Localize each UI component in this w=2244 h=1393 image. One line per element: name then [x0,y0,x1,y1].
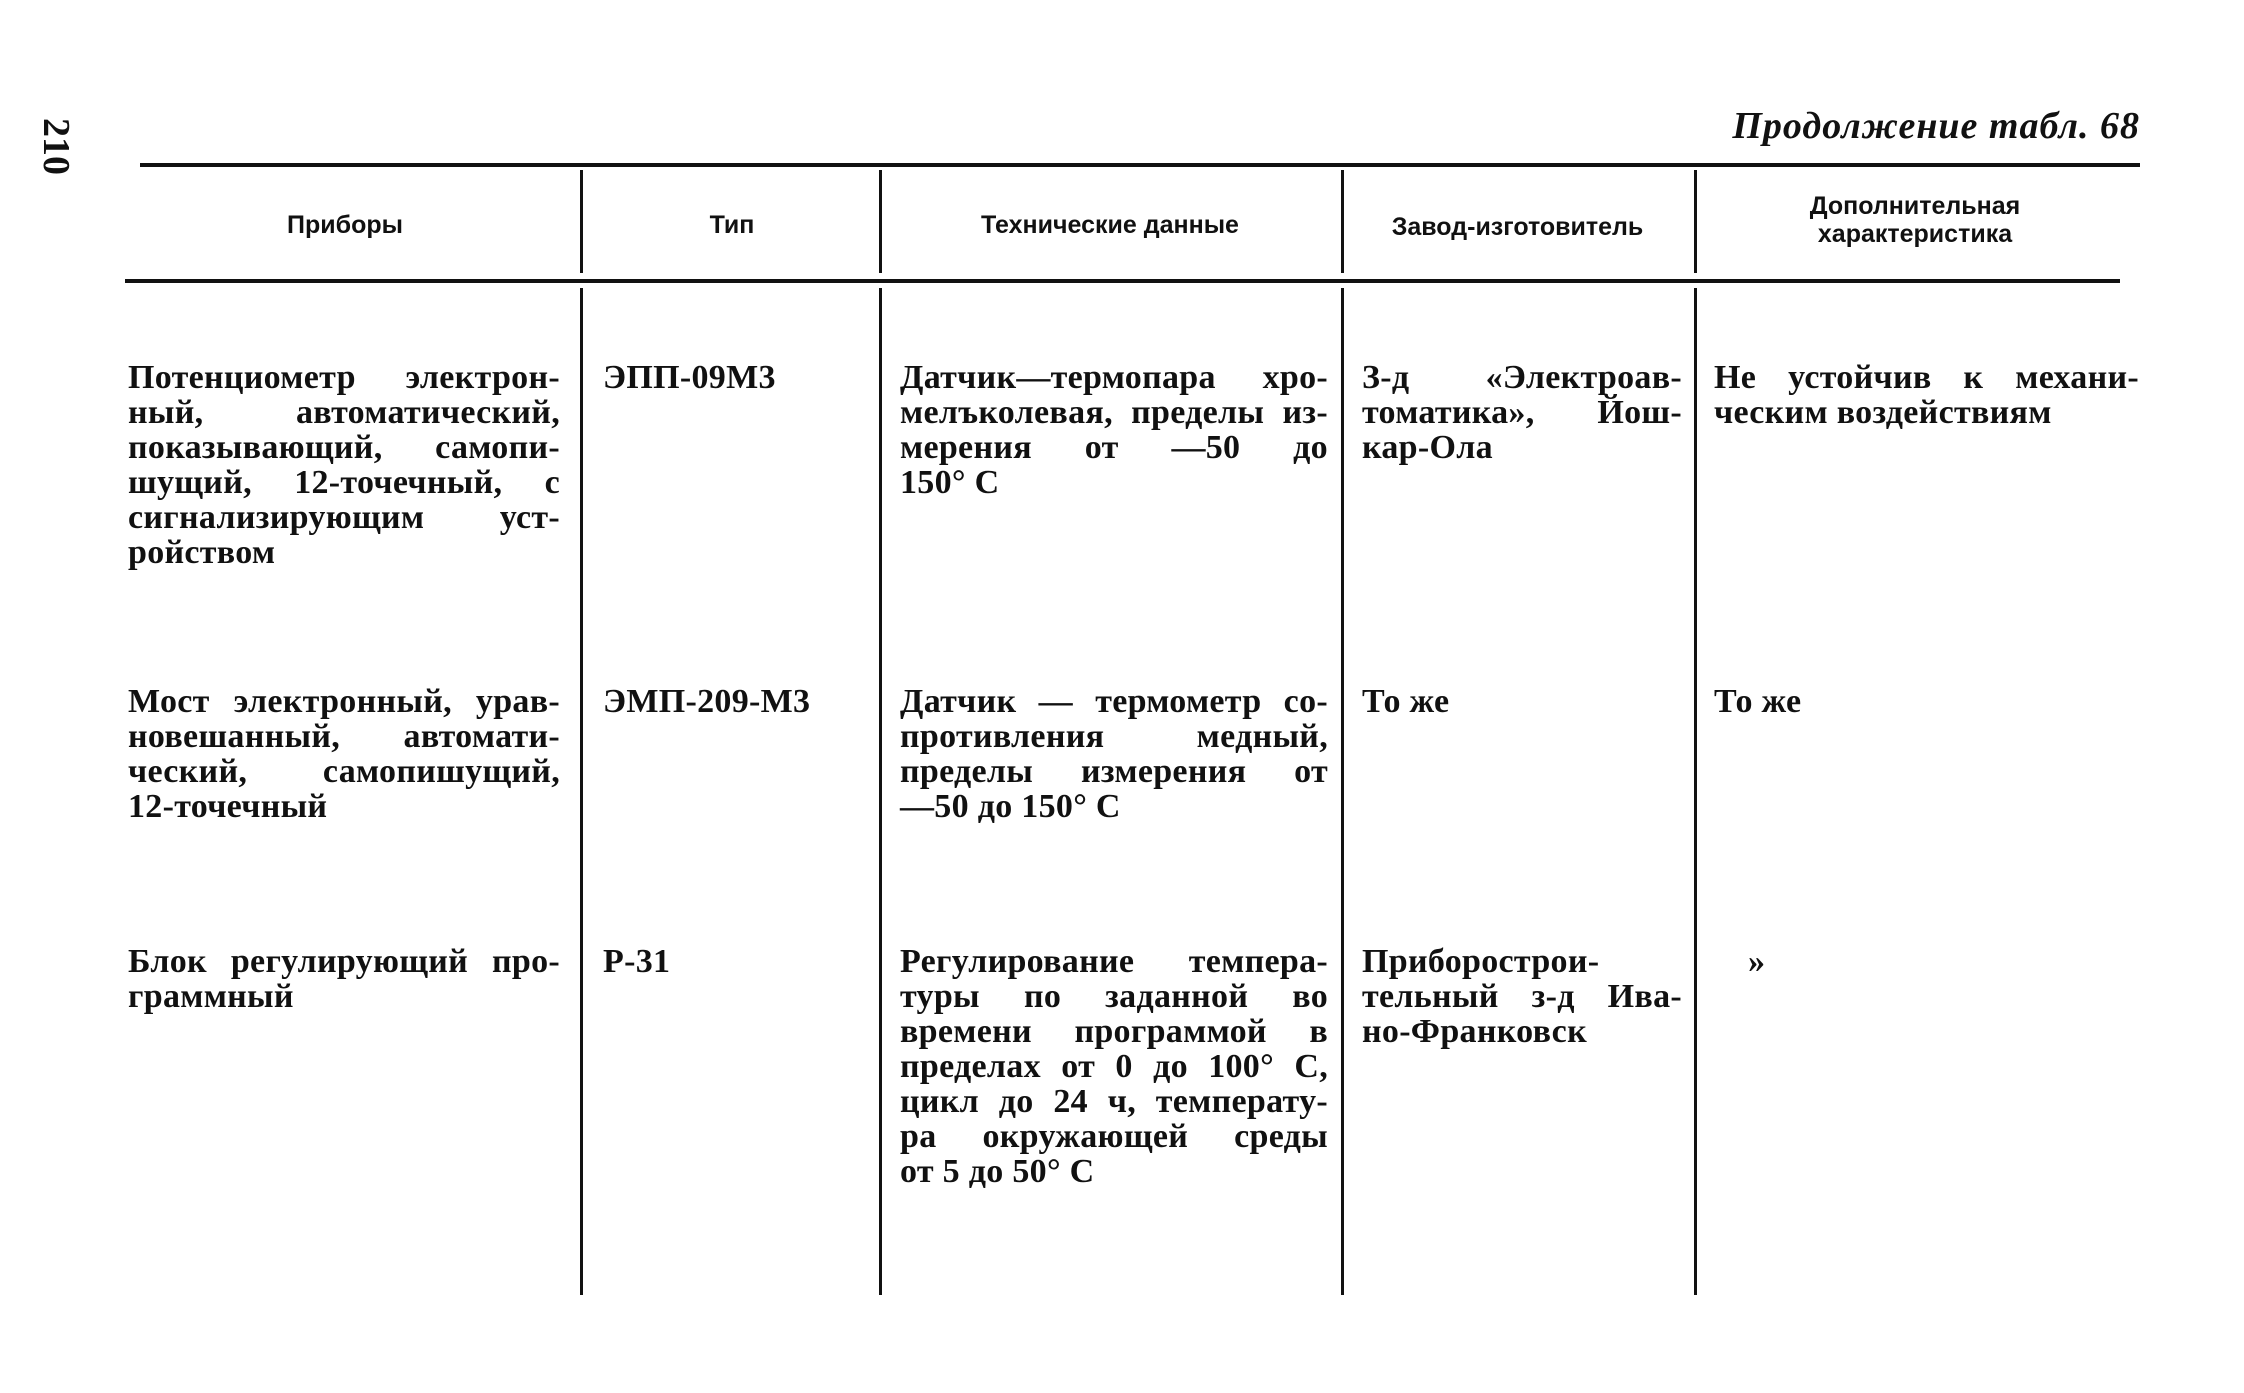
row2-device-line: новешанный, автомати- [128,718,560,755]
row1-tech-line: мелъколевая, пределы из- [900,394,1328,431]
table-continuation-title: Продолжение табл. 68 [1732,105,2140,147]
row1-manufacturer [1362,360,1682,465]
row1-tech-line: Датчик—термопара хро- [900,359,1328,396]
row1-device-line: Потенциометр электрон- [128,359,560,396]
row1-additional [1714,360,2139,430]
row2-tech-line: Датчик — термометр со- [900,683,1328,720]
row3-tech-line: цикл до 24 ч, температу- [900,1083,1328,1120]
row1-maker-line: томатика», Йош- [1362,394,1682,431]
row2-device-line: 12-точечный [128,788,328,825]
header-divider-2 [879,170,882,273]
row2-technical-data [900,684,1328,824]
row1-maker-line: З-д «Электроав- [1362,359,1682,396]
row1-device-line: показывающий, самопи- [128,429,560,466]
row1-maker-line: кар-Ола [1362,429,1493,466]
header-additional-characteristic: Дополнительная характеристика [1809,192,2021,248]
header-devices: Приборы [287,211,403,239]
body-divider-2 [879,288,882,1295]
row2-additional: То же [1714,683,1802,720]
row3-tech-line: времени программой в [900,1013,1328,1050]
row3-maker-line: но-Франковск [1362,1013,1587,1050]
row1-device-line: ный, автоматический, [128,394,560,431]
row3-maker-line: Приборострои- [1362,943,1600,980]
row2-tech-line: противления медный, [900,718,1328,755]
row3-device-line: Блок регулирующий про- [128,943,560,980]
row1-device-line: ройством [128,534,276,571]
header-type: Тип [709,211,755,239]
header-divider-4 [1694,170,1697,273]
row1-device-line: сигнализирующим уст- [128,499,560,536]
row2-device [128,684,560,824]
top-rule [140,163,2140,167]
row2-tech-line: —50 до 150° С [900,788,1121,825]
row2-tech-line: пределы измерения от [900,753,1328,790]
row1-device-line: шущий, 12-точечный, с [128,464,560,501]
row2-device-line: Мост электронный, урав- [128,683,560,720]
row2-type: ЭМП-209-М3 [603,683,811,720]
row1-technical-data [900,360,1328,500]
row3-technical-data [900,944,1328,1189]
row3-tech-line: от 5 до 50° С [900,1153,1095,1190]
row1-extra-line: ческим воздействиям [1714,394,2052,431]
header-divider-3 [1341,170,1344,273]
row3-device-line: граммный [128,978,294,1015]
row2-device-line: ческий, самопишущий, [128,753,560,790]
row1-tech-line: 150° С [900,464,1000,501]
body-divider-3 [1341,288,1344,1295]
row2-manufacturer: То же [1362,683,1450,720]
row3-device [128,944,560,1014]
row3-tech-line: ра окружающей среды [900,1118,1328,1155]
header-technical-data: Технические данные [981,211,1239,239]
header-divider-1 [580,170,583,273]
row3-additional-ditto-mark: » [1748,943,1766,980]
body-divider-1 [580,288,583,1295]
row3-tech-line: пределах от 0 до 100° С, [900,1048,1328,1085]
row3-manufacturer [1362,944,1682,1049]
row3-tech-line: Регулирование темпера- [900,943,1328,980]
page-number: 210 [35,118,77,175]
row1-type: ЭПП-09М3 [603,359,776,396]
row3-tech-line: туры по заданной во [900,978,1328,1015]
header-manufacturer: Завод-изготовитель [1391,213,1644,241]
header-bottom-rule [125,279,2120,283]
row1-extra-line: Не устойчив к механи- [1714,359,2139,396]
row3-type: Р-31 [603,943,671,980]
body-divider-4 [1694,288,1697,1295]
row1-tech-line: мерения от —50 до [900,429,1328,466]
row3-maker-line: тельный з-д Ива- [1362,978,1682,1015]
row1-device [128,360,560,570]
